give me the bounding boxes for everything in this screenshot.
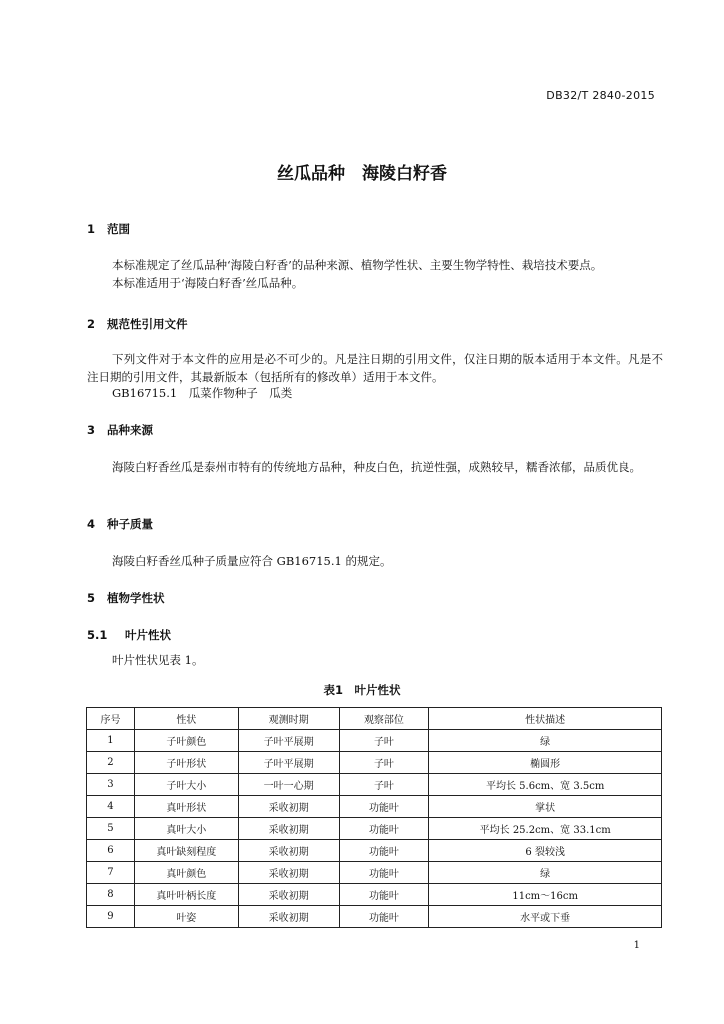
leaf-traits-table bbox=[86, 707, 662, 928]
header-cell: 性状 bbox=[134, 708, 238, 730]
table-row bbox=[87, 774, 662, 796]
table-cell: 子叶颜色 bbox=[134, 730, 238, 752]
table-cell: 9 bbox=[87, 906, 135, 928]
table-row bbox=[87, 796, 662, 818]
table-cell: 采收初期 bbox=[238, 818, 339, 840]
table-cell: 8 bbox=[87, 884, 135, 906]
document-title: 丝瓜品种 海陵白籽香 bbox=[277, 164, 447, 184]
table-cell: 椭圆形 bbox=[429, 752, 662, 774]
section-title: 品种来源 bbox=[107, 423, 153, 437]
section-title: 叶片性状 bbox=[125, 628, 171, 642]
section-title: 种子质量 bbox=[107, 517, 153, 531]
section-number: 5.1 bbox=[87, 628, 108, 642]
table-cell: 功能叶 bbox=[339, 818, 429, 840]
section-number: 1 bbox=[87, 222, 96, 236]
table-row bbox=[87, 818, 662, 840]
table-cell: 采收初期 bbox=[238, 884, 339, 906]
table-cell: 6 bbox=[87, 840, 135, 862]
table-row bbox=[87, 840, 662, 862]
header-cell: 性状描述 bbox=[429, 708, 662, 730]
table-cell: 采收初期 bbox=[238, 906, 339, 928]
table-row bbox=[87, 730, 662, 752]
table-cell: 子叶平展期 bbox=[238, 752, 339, 774]
table-cell: 6 裂较浅 bbox=[429, 840, 662, 862]
table-cell: 功能叶 bbox=[339, 862, 429, 884]
table-cell: 5 bbox=[87, 818, 135, 840]
table-cell: 真叶形状 bbox=[134, 796, 238, 818]
table-row bbox=[87, 752, 662, 774]
table-cell: 3 bbox=[87, 774, 135, 796]
table-cell: 7 bbox=[87, 862, 135, 884]
section-1-heading bbox=[87, 221, 130, 237]
page-number: 1 bbox=[633, 940, 640, 951]
section-1-paragraph-1: 本标准规定了丝瓜品种‘海陵白籽香’的品种来源、植物学性状、主要生物学特性、栽培技术要点。 bbox=[112, 258, 603, 272]
table-cell: 功能叶 bbox=[339, 884, 429, 906]
table-row bbox=[87, 862, 662, 884]
header-cell: 序号 bbox=[87, 708, 135, 730]
section-title: 范围 bbox=[107, 222, 130, 236]
section-2-heading bbox=[87, 316, 188, 332]
section-1-paragraph-2: 本标准适用于‘海陵白籽香’丝瓜品种。 bbox=[112, 276, 304, 290]
table-cell: 功能叶 bbox=[339, 906, 429, 928]
table-cell: 平均长 25.2cm、宽 33.1cm bbox=[429, 818, 662, 840]
table-cell: 水平或下垂 bbox=[429, 906, 662, 928]
section-2-reference: GB16715.1 瓜菜作物种子 瓜类 bbox=[112, 386, 293, 400]
section-5-1-heading bbox=[87, 627, 171, 643]
section-2-paragraph-1: 下列文件对于本文件的应用是必不可少的。凡是注日期的引用文件，仅注日期的版本适用于本文件。凡是不注日期的引用文件，其最新版本（包括所有的修改单）适用于本文件。 bbox=[87, 352, 663, 384]
table-cell: 功能叶 bbox=[339, 796, 429, 818]
table-cell: 真叶缺刻程度 bbox=[134, 840, 238, 862]
table-caption: 表1 叶片性状 bbox=[323, 683, 401, 697]
table-cell: 掌状 bbox=[429, 796, 662, 818]
table-row bbox=[87, 906, 662, 928]
header-cell: 观察部位 bbox=[339, 708, 429, 730]
table-cell: 功能叶 bbox=[339, 840, 429, 862]
table-cell: 真叶大小 bbox=[134, 818, 238, 840]
section-4-heading bbox=[87, 516, 153, 532]
table-cell: 子叶 bbox=[339, 730, 429, 752]
header-cell: 观测时期 bbox=[238, 708, 339, 730]
table-row bbox=[87, 884, 662, 906]
standard-code: DB32/T 2840-2015 bbox=[546, 89, 655, 102]
section-number: 2 bbox=[87, 317, 96, 331]
table-cell: 11cm～16cm bbox=[429, 884, 662, 906]
table-cell: 真叶颜色 bbox=[134, 862, 238, 884]
section-number: 3 bbox=[87, 423, 96, 437]
table-cell: 1 bbox=[87, 730, 135, 752]
section-3-heading bbox=[87, 422, 153, 438]
section-title: 植物学性状 bbox=[107, 591, 165, 605]
table-cell: 一叶一心期 bbox=[238, 774, 339, 796]
table-cell: 子叶 bbox=[339, 774, 429, 796]
table-cell: 采收初期 bbox=[238, 862, 339, 884]
section-title: 规范性引用文件 bbox=[107, 317, 188, 331]
table-cell: 2 bbox=[87, 752, 135, 774]
table-cell: 真叶叶柄长度 bbox=[134, 884, 238, 906]
table-cell: 子叶大小 bbox=[134, 774, 238, 796]
section-number: 5 bbox=[87, 591, 96, 605]
table-cell: 绿 bbox=[429, 862, 662, 884]
table-cell: 采收初期 bbox=[238, 840, 339, 862]
table-cell: 绿 bbox=[429, 730, 662, 752]
table-cell: 叶姿 bbox=[134, 906, 238, 928]
section-5-1-paragraph-1: 叶片性状见表 1。 bbox=[112, 653, 204, 667]
table-cell: 子叶 bbox=[339, 752, 429, 774]
section-5-heading bbox=[87, 590, 165, 606]
table-cell: 子叶平展期 bbox=[238, 730, 339, 752]
table-cell: 子叶形状 bbox=[134, 752, 238, 774]
section-3-paragraph-1: 海陵白籽香丝瓜是泰州市特有的传统地方品种，种皮白色，抗逆性强，成熟较早，糯香浓郁，品质优良。 bbox=[112, 460, 641, 474]
table-cell: 采收初期 bbox=[238, 796, 339, 818]
table-header-row bbox=[87, 708, 662, 730]
table-cell: 4 bbox=[87, 796, 135, 818]
section-number: 4 bbox=[87, 517, 96, 531]
section-4-paragraph-1: 海陵白籽香丝瓜种子质量应符合 GB16715.1 的规定。 bbox=[112, 554, 392, 568]
table-cell: 平均长 5.6cm、宽 3.5cm bbox=[429, 774, 662, 796]
